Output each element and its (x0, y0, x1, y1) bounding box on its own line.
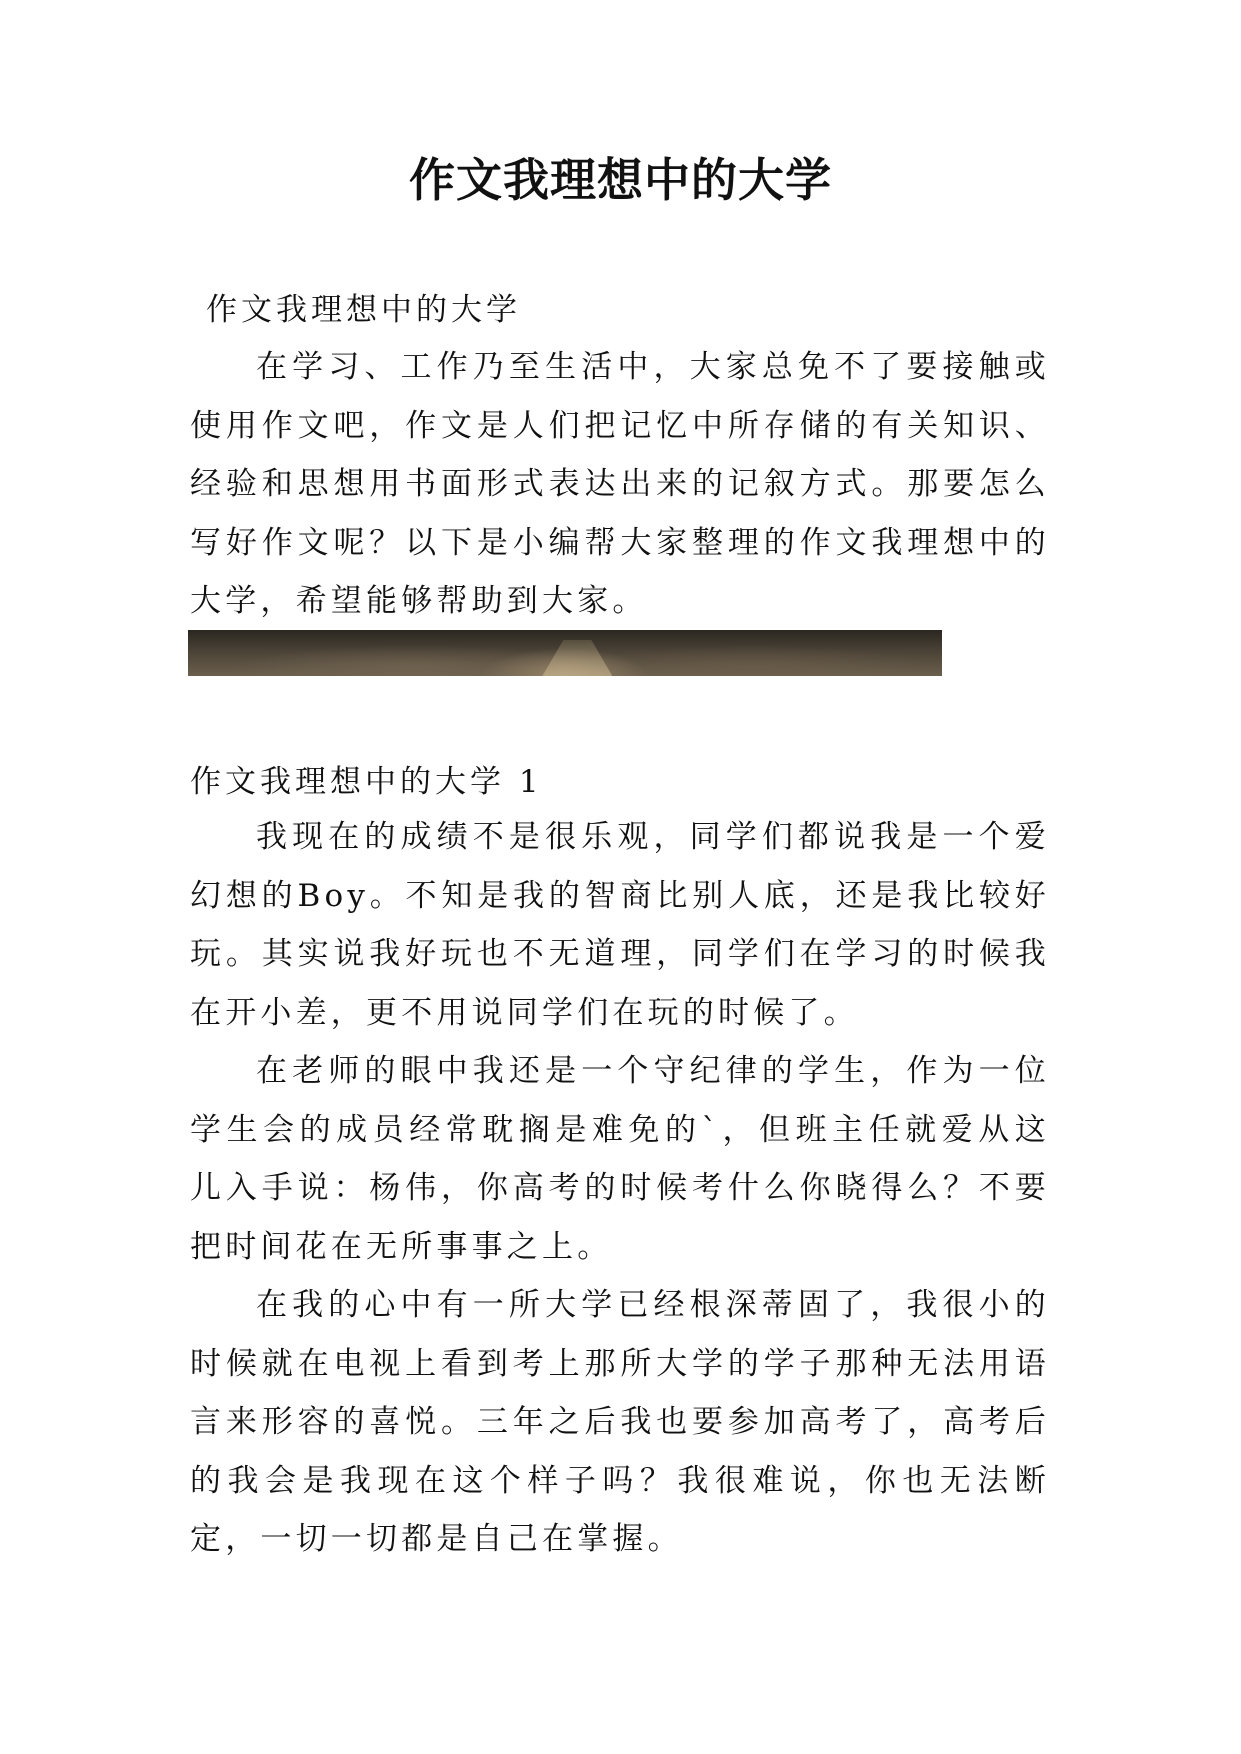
document-title: 作文我理想中的大学 (409, 153, 832, 207)
document-subtitle: 作文我理想中的大学 (206, 292, 521, 328)
section-heading: 作文我理想中的大学 1 (190, 764, 543, 800)
body-paragraph-2: 在老师的眼中我还是一个守纪律的学生，作为一位学生会的成员经常耽搁是难免的`，但班主任就爱从这儿入手说：杨伟，你高考的时候考什么你晓得么？不要把时间花在无所事事之上。 (190, 1053, 1050, 1265)
body-paragraph-1: 我现在的成绩不是很乐观，同学们都说我是一个爱幻想的Boy。不知是我的智商比别人底，还是我比较好玩。其实说我好玩也不无道理，同学们在学习的时候我在开小差，更不用说同学们在玩的时候了。 (190, 819, 1050, 1031)
body-paragraph-3: 在我的心中有一所大学已经根深蒂固了，我很小的时候就在电视上看到考上那所大学的学子那种无法用语言来形容的喜悦。三年之后我也要参加高考了，高考后的我会是我现在这个样子吗？我很难说，你也无法断定，一切一切都是自己在掌握。 (190, 1287, 1050, 1557)
intro-paragraph: 在学习、工作乃至生活中，大家总免不了要接触或使用作文吧，作文是人们把记忆中所存储的有关知识、经验和思想用书面形式表达出来的记叙方式。那要怎么写好作文呢？以下是小编帮大家整理的作文我理想中的大学，希望能够帮助到大家。 (190, 349, 1050, 619)
decorative-photo-strip (188, 630, 942, 676)
road-shape (542, 640, 612, 676)
